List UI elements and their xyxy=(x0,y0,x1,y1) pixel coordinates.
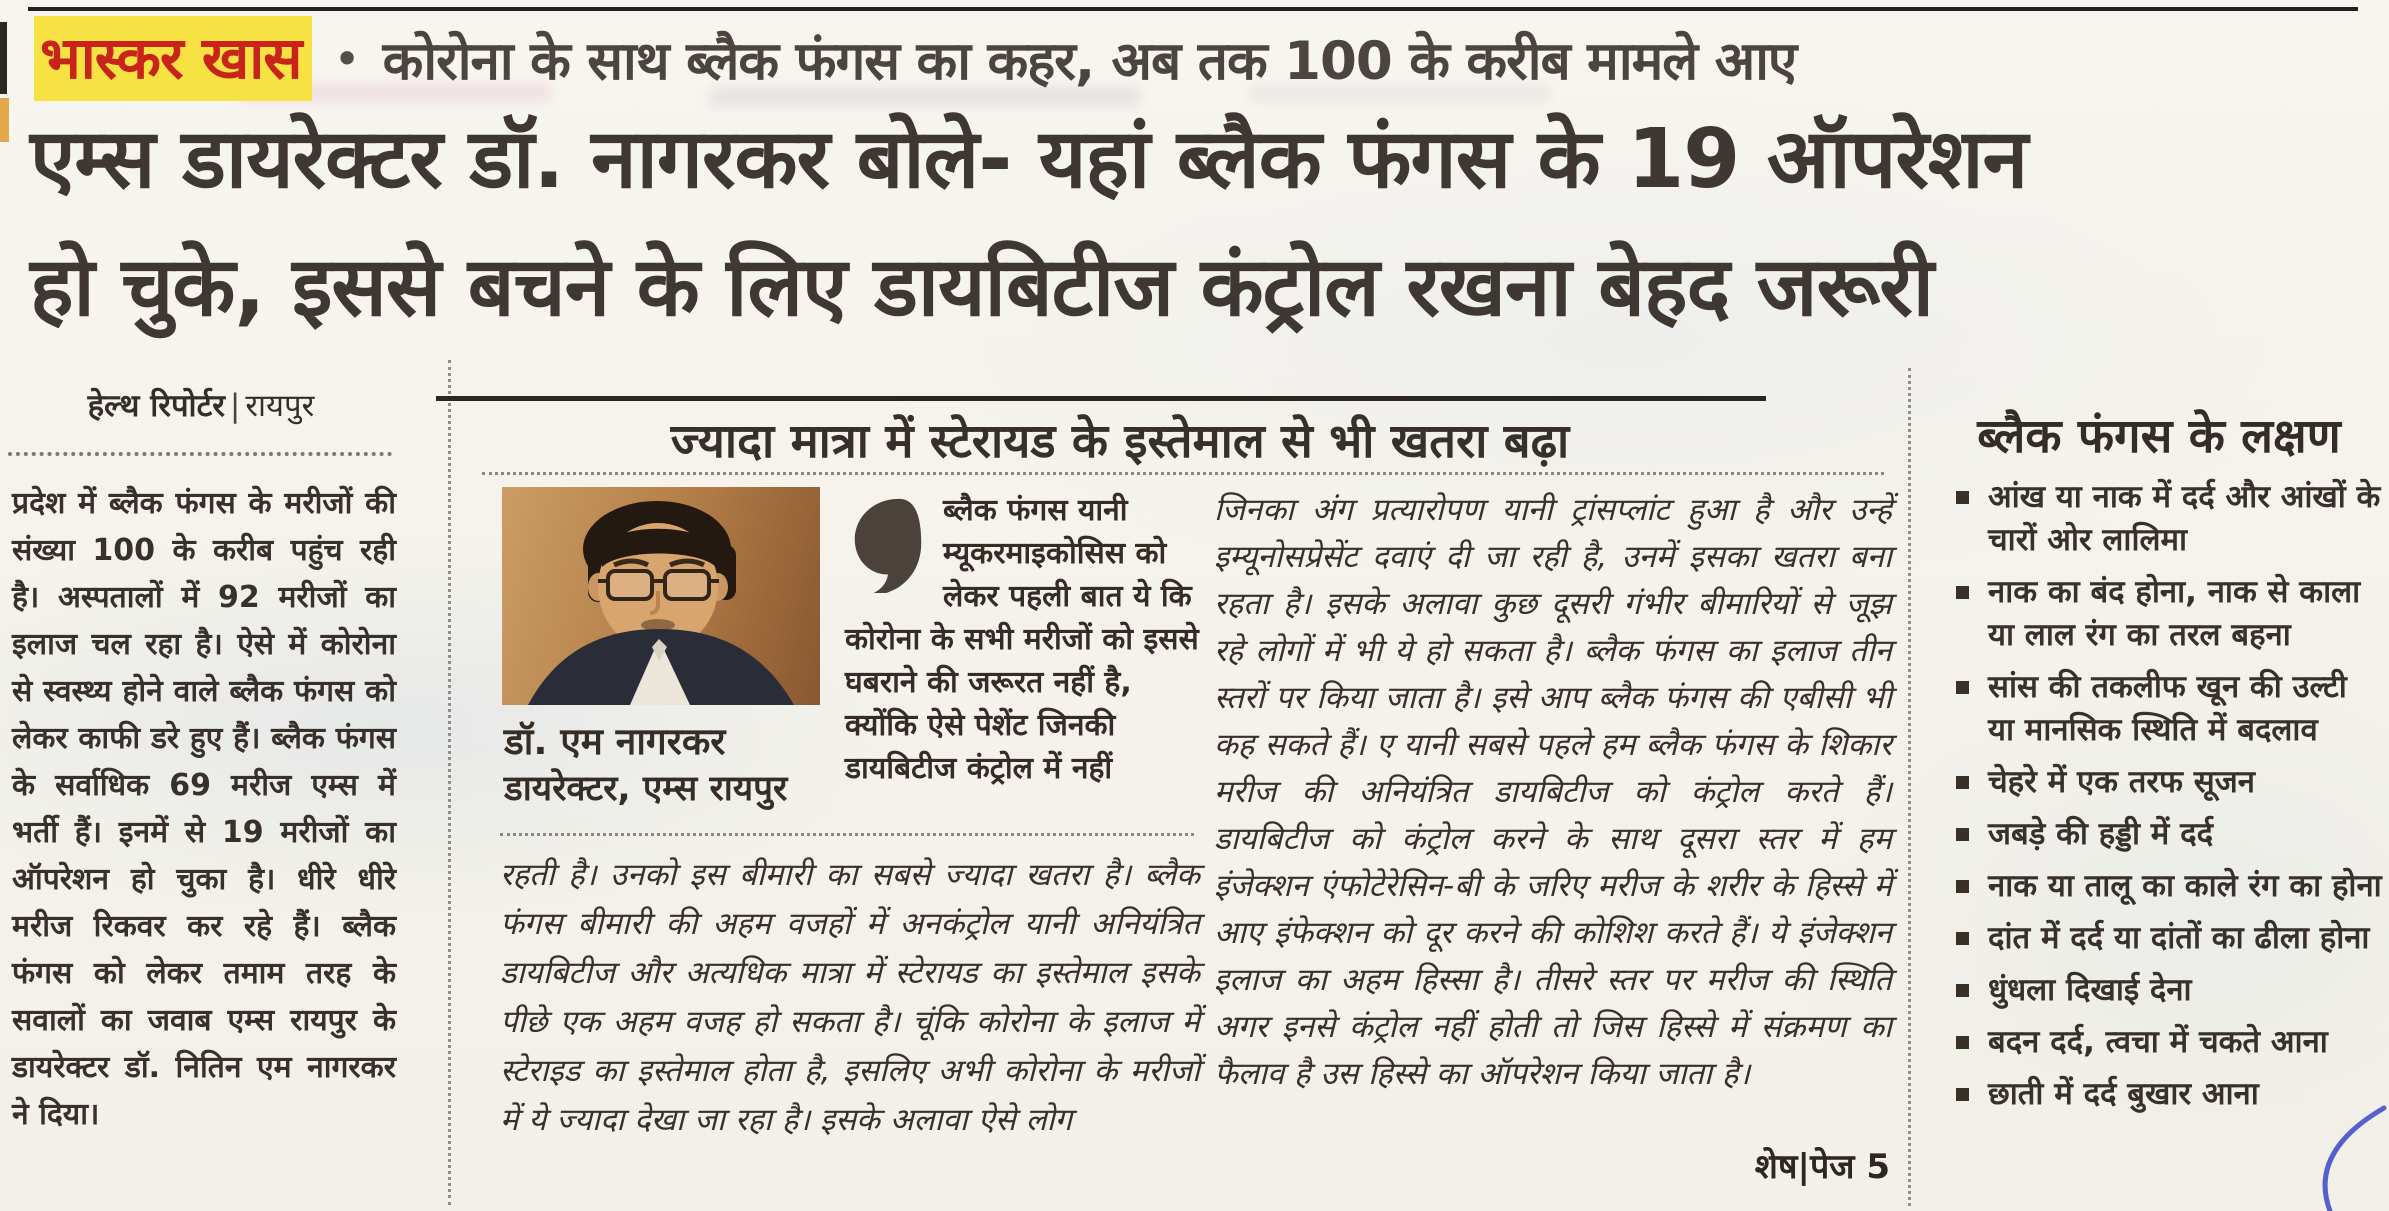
kicker-bar xyxy=(34,16,1796,101)
byline-city: रायपुर xyxy=(245,388,315,424)
byline-role: हेल्थ रिपोर्टर xyxy=(87,388,225,424)
lead-paragraph: प्रदेश में ब्लैक फंगस के मरीजों की संख्या 100 के करीब पहुंच रही है। अस्पतालों में 92 मरीजों का इलाज चल रहा है। ऐसे में कोरोना से स्वस्थ्य होने वाले ब्लैक फंगस को लेकर काफी डरे हुए हैं। ब्लैक फंगस के सर्वाधिक 69 मरीज एम्स में भर्ती हैं। इनमें से 19 मरीजों का ऑपरेशन हो चुका है। धीरे धीरे मरीज रिकवर कर रहे हैं। ब्लैक फंगस को लेकर तमाम तरह के सवालों का जवाब एम्स रायपुर के डायरेक्टर डॉ. नितिन एम नागरकर ने दिया। xyxy=(12,486,396,1132)
byline xyxy=(14,384,388,426)
feature-top-rule xyxy=(436,396,1766,401)
byline-separator: | xyxy=(229,388,241,424)
top-rule xyxy=(28,7,2358,11)
quote-intro-text: ब्लैक फंगस यानी म्यूकरमाइकोसिस को लेकर पहली बात ये कि कोरोना के सभी मरीजों को इससे घबराने की जरूरत नहीं है, क्योंकि ऐसे पेशेंट जिनकी डायबिटीज कंट्रोल में नहीं xyxy=(845,493,1199,786)
symptoms-list xyxy=(1954,476,2382,1125)
feature-divider xyxy=(482,472,1884,475)
scan-edge-mark xyxy=(0,22,7,94)
symptom-item: छाती में दर्द बुखार आना xyxy=(1954,1073,2382,1116)
kicker-text: कोरोना के साथ ब्लैक फंगस का कहर, अब तक 100 के करीब मामले आए xyxy=(382,31,1797,92)
portrait-photo-illustration xyxy=(502,487,820,705)
kicker-brand: भास्कर खास xyxy=(34,16,312,101)
headline-line-2: हो चुके, इससे बचने के लिए डायबिटीज कंट्रोल रखना बेहद जरूरी xyxy=(30,240,1934,335)
column-divider xyxy=(1908,368,1911,1206)
quote-mark-icon xyxy=(845,497,931,593)
kicker-bullet-icon: • xyxy=(333,31,361,86)
quote-paragraph xyxy=(845,489,1199,790)
portrait-photo xyxy=(502,487,820,705)
symptom-item: जबड़े की हड्डी में दर्द xyxy=(1954,813,2382,856)
scan-edge-mark xyxy=(0,98,9,142)
feature-column-1: रहती है। उनको इस बीमारी का सबसे ज्यादा खतरा है। ब्लैक फंगस बीमारी की अहम वजहों में अनकंट्रोल यानी अनियंत्रित डायबिटीज और अत्यधिक मात्रा में स्टेरायड का इस्तेमाल इसके पीछे एक अहम वजह हो सकता है। चूंकि कोरोना के इलाज में स्टेराइड का इस्तेमाल होता है, इसलिए अभी कोरोना के मरीजों में ये ज्यादा देखा जा रहा है। इसके अलावा ऐसे लोग xyxy=(500,857,1200,1138)
symptom-item: नाक का बंद होना, नाक से काला या लाल रंग का तरल बहना xyxy=(1954,571,2382,657)
symptom-item: आंख या नाक में दर्द और आंखों के चारों ओर लालिमा xyxy=(1954,476,2382,562)
symptom-item: धुंधला दिखाई देना xyxy=(1954,969,2382,1012)
column-divider xyxy=(448,360,451,1205)
symptom-item: बदन दर्द, त्वचा में चकते आना xyxy=(1954,1021,2382,1064)
byline-divider xyxy=(8,452,392,456)
feature-subheadline: ज्यादा मात्रा में स्टेरायड के इस्तेमाल से भी खतरा बढ़ा xyxy=(670,414,1570,469)
headline-line-1: एम्स डायरेक्टर डॉ. नागरकर बोले- यहां ब्लैक फंगस के 19 ऑपरेशन xyxy=(30,112,2028,207)
symptom-item: सांस की तकलीफ खून की उल्टी या मानसिक स्थिति में बदलाव xyxy=(1954,666,2382,752)
photo-caption-name: डॉ. एम नागरकर xyxy=(504,720,726,763)
symptom-item: नाक या तालू का काले रंग का होना xyxy=(1954,865,2382,908)
symptom-item: चेहरे में एक तरफ सूजन xyxy=(1954,761,2382,804)
caption-divider xyxy=(500,833,1194,836)
symptoms-title: ब्लैक फंगस के लक्षण xyxy=(1977,409,2341,464)
feature-column-2: जिनका अंग प्रत्यारोपण यानी ट्रांसप्लांट हुआ है और उन्हें इम्यूनोसप्रेसेंट दवाएं दी जा रही है, उनमें इसका खतरा बना रहता है। इसके अलावा कुछ दूसरी गंभीर बीमारियों से जूझ रहे लोगों में भी ये हो सकता है। ब्लैक फंगस का इलाज तीन स्तरों पर किया जाता है। इसे आप ब्लैक फंगस की एबीसी भी कह सकते हैं। ए यानी सबसे पहले हम ब्लैक फंगस के शिकार मरीज की अनियंत्रित डायबिटीज को कंट्रोल करते हैं। डायबिटीज को कंट्रोल करने के साथ दूसरा स्तर में हम इंजेक्शन एंफोटेरेसिन-बी के जरिए मरीज के शरीर के हिस्से में आए इंफेक्शन को दूर करने की कोशिश करते हैं। ये इंजेक्शन इलाज का अहम हिस्सा है। तीसरे स्तर पर मरीज की स्थिति अगर इनसे कंट्रोल नहीं होती तो जिस हिस्से में संक्रमण का फैलाव है उस हिस्से का ऑपरेशन किया जाता है। xyxy=(1214,492,1892,1092)
continued-on-page-label: शेष|पेज 5 xyxy=(1754,1147,1890,1187)
symptom-item: दांत में दर्द या दांतों का ढीला होना xyxy=(1954,917,2382,960)
photo-caption-title: डायरेक्टर, एम्स रायपुर xyxy=(504,769,788,809)
